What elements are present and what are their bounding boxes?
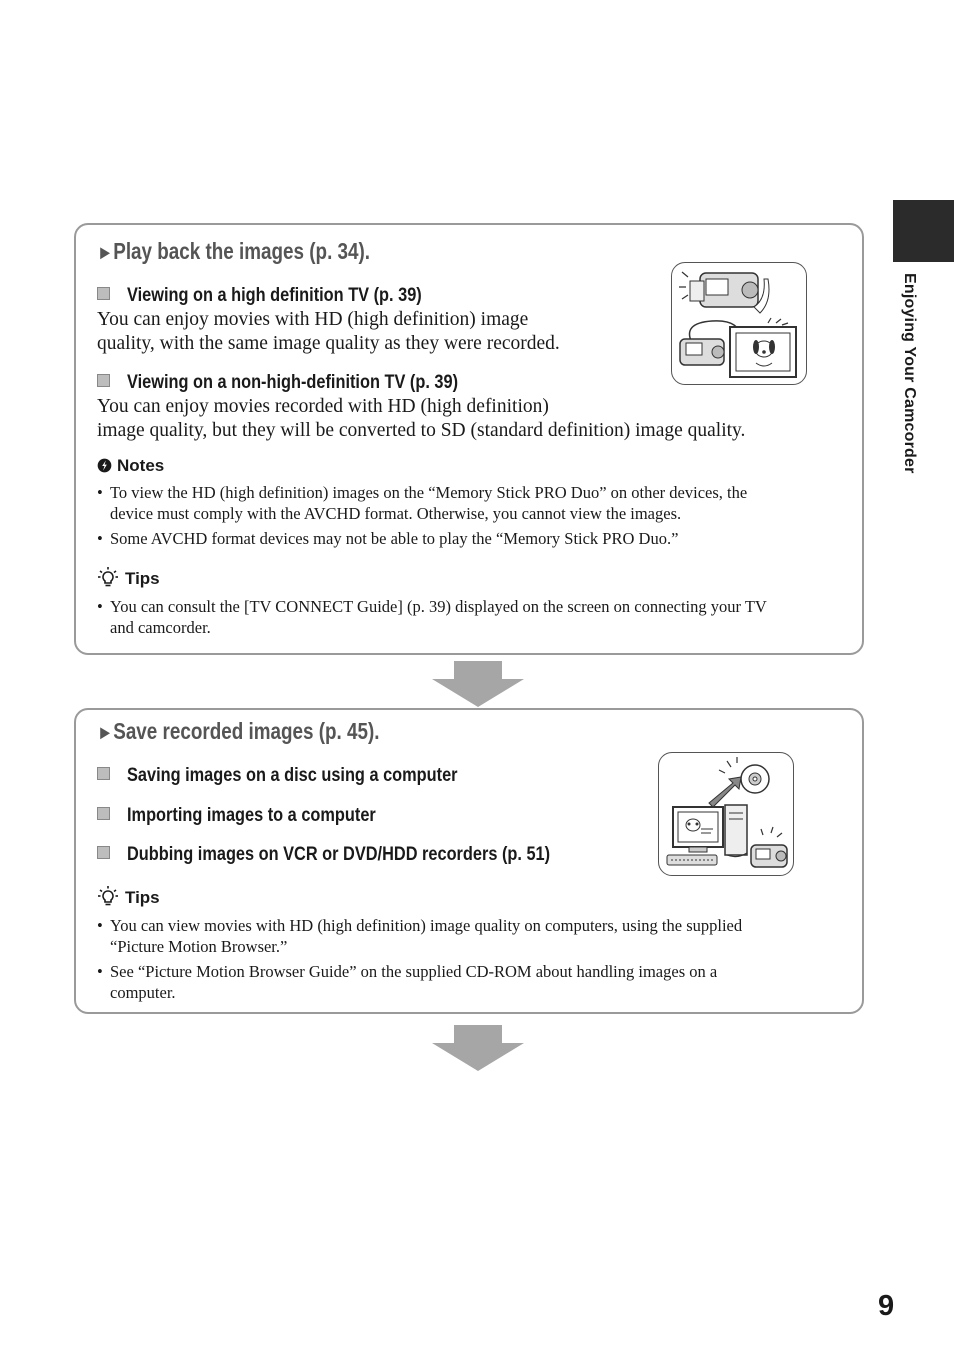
non-hd-tv-text: You can enjoy movies recorded with HD (high definition) image quality, but they will be converted to SD (standard definition) image quality. bbox=[97, 396, 746, 441]
section-tab-label: Enjoying Your Camcorder bbox=[901, 273, 918, 474]
tips-heading: Tips bbox=[97, 566, 160, 589]
hd-tv-text: You can enjoy movies with HD (high definition) image quality, with the same image quality as they were recorded. bbox=[97, 309, 560, 354]
lightbulb-icon bbox=[97, 885, 119, 907]
notes-bullet: • To view the HD (high definition) images on the “Memory Stick PRO Duo” on other devices, the device must comply with the AVCHD format. Otherwise, you cannot view the images. bbox=[97, 483, 748, 523]
flow-arrow-down bbox=[432, 661, 524, 707]
notes-heading: Notes bbox=[97, 456, 164, 476]
section-tab-marker bbox=[893, 200, 954, 262]
save-disc-heading: Saving images on a disc using a computer bbox=[97, 765, 511, 787]
save-step-title: ►Save recorded images (p. 45). bbox=[97, 718, 380, 744]
dubbing-heading: Dubbing images on VCR or DVD/HDD recorders (p. 51) bbox=[97, 844, 619, 866]
camcorder-tv-illustration bbox=[671, 262, 807, 385]
page-number: 9 bbox=[878, 1290, 895, 1322]
non-hd-tv-heading: Viewing on a non-high-definition TV (p. 39) bbox=[97, 372, 512, 394]
tips-bullet: • You can view movies with HD (high definition) image quality on computers, using the supplied “Picture Motion Browser.” bbox=[97, 916, 743, 956]
playback-step-title: ►Play back the images (p. 34). bbox=[97, 238, 371, 264]
tips-bullet: • See “Picture Motion Browser Guide” on the supplied CD-ROM about handling images on a computer. bbox=[97, 962, 718, 1002]
tips-heading: Tips bbox=[97, 885, 160, 908]
lightbulb-icon bbox=[97, 566, 119, 588]
tips-bullet: • You can consult the [TV CONNECT Guide] (p. 39) displayed on the screen on connecting your TV and camcorder. bbox=[97, 597, 767, 637]
flow-arrow-down bbox=[432, 1025, 524, 1071]
notes-icon bbox=[97, 458, 112, 473]
notes-bullet: • Some AVCHD format devices may not be able to play the “Memory Stick PRO Duo.” bbox=[97, 529, 679, 548]
computer-disc-illustration bbox=[658, 752, 794, 876]
hd-tv-heading: Viewing on a high definition TV (p. 39) bbox=[97, 285, 470, 307]
import-computer-heading: Importing images to a computer bbox=[97, 805, 416, 827]
